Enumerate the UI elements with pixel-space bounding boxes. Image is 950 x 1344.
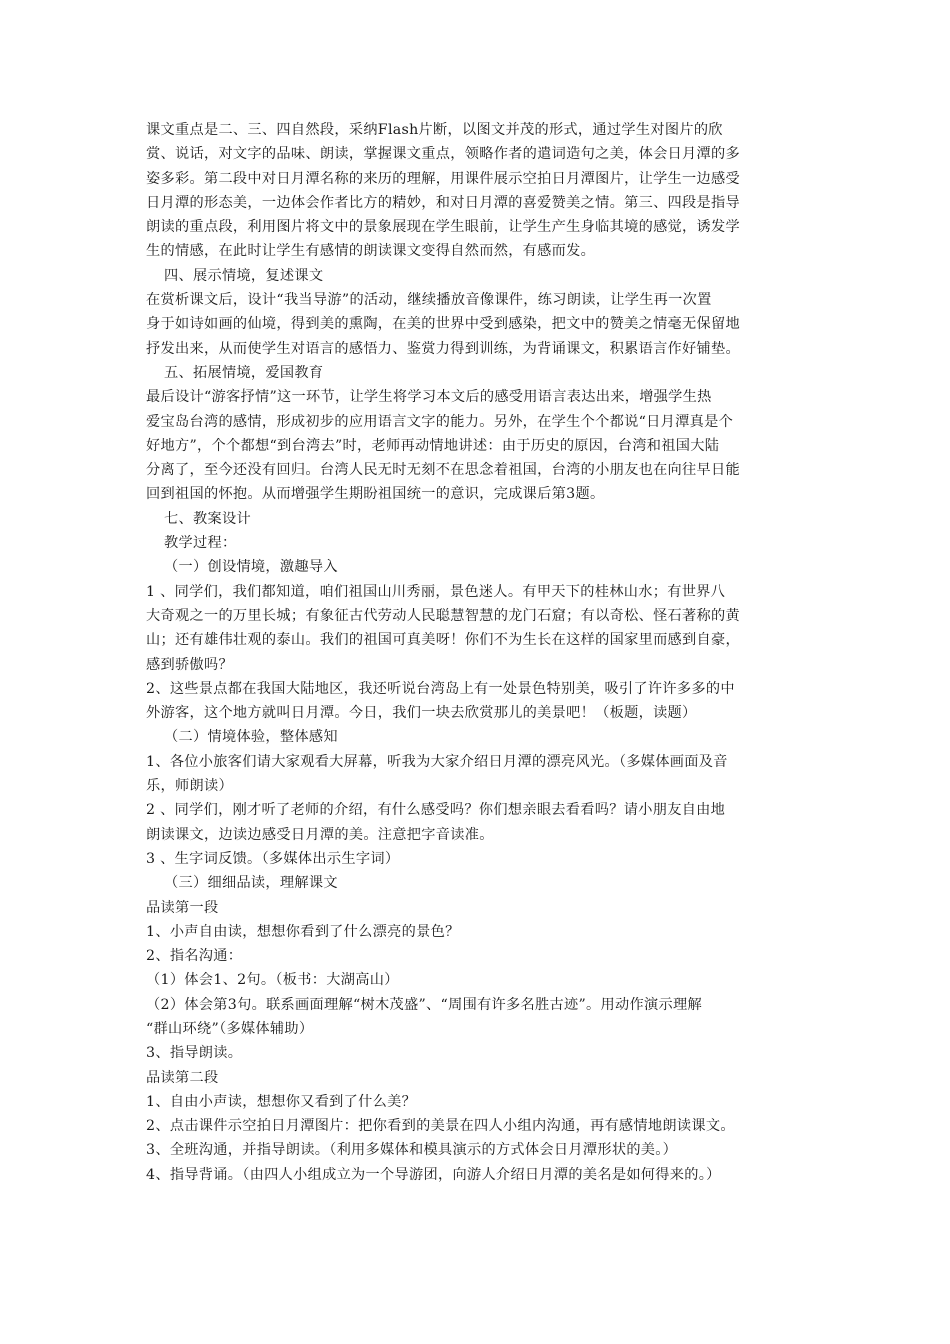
text-line: 1、各位小旅客们请大家观看大屏幕，听我为大家介绍日月潭的漂亮风光。（多媒体画面及音	[146, 753, 728, 770]
text-line: 在赏析课文后，设计“我当导游”的活动，继续播放音像课件，练习朗读，让学生再一次置	[146, 292, 712, 309]
text-line: 好地方”，个个都想“到台湾去”时，老师再动情地讲述：由于历史的原因，台湾和祖国大陆	[146, 437, 720, 454]
text-line: 四、展示情境，复述课文	[164, 267, 324, 284]
text-line: 生的情感，在此时让学生有感情的朗读课文变得自然而然，有感而发。	[146, 243, 596, 260]
text-line: 回到祖国的怀抱。从而增强学生期盼祖国统一的意识，完成课后第3题。	[146, 486, 605, 503]
text-line: 2、指名沟通：	[146, 948, 243, 965]
text-line: （2）体会第3句。联系画面理解“树木茂盛”、“周围有许多名胜古迹”。用动作演示理解	[146, 996, 702, 1013]
text-line: 2 、同学们，刚才听了老师的介绍，有什么感受吗？你们想亲眼去看看吗？请小朋友自由地	[146, 802, 726, 819]
text-line: 1 、同学们，我们都知道，咱们祖国山川秀丽，景色迷人。有甲天下的桂林山水；有世界八	[146, 583, 726, 600]
text-line: 抒发出来，从而使学生对语言的感悟力、鉴赏力得到训练，为背诵课文，积累语言作好铺垫。	[146, 340, 740, 357]
text-line: 五、拓展情境，爱国教育	[164, 364, 324, 381]
text-line: 品读第二段	[146, 1069, 219, 1086]
text-line: 3、全班沟通，并指导朗读。（利用多媒体和模具演示的方式体会日月潭形状的美。）	[146, 1142, 678, 1159]
text-line: 乐，师朗读）	[146, 778, 233, 795]
text-line: 外游客，这个地方就叫日月潭。今日，我们一块去欣赏那儿的美景吧！（板题，读题）	[146, 705, 697, 722]
text-line: 1、自由小声读，想想你又看到了什么美？	[146, 1093, 417, 1110]
text-line: 4、指导背诵。（由四人小组成立为一个导游团，向游人介绍日月潭的美名是如何得来的。）	[146, 1166, 721, 1183]
text-line: 1、小声自由读，想想你看到了什么漂亮的景色？	[146, 923, 460, 940]
text-line: 2、这些景点都在我国大陆地区，我还听说台湾岛上有一处景色特别美，吸引了许许多多的中	[146, 680, 735, 697]
text-line: （三）细细品读，理解课文	[164, 875, 338, 892]
text-line: 日月潭的形态美，一边体会作者比方的精妙，和对日月潭的喜爱赞美之情。第三、四段是指导	[146, 194, 740, 211]
document-page	[146, 118, 810, 1187]
text-line: 2、点击课件示空拍日月潭图片：把你看到的美景在四人小组内沟通，再有感情地朗读课文。	[146, 1118, 735, 1135]
text-line: 课文重点是二、三、四自然段，采纳Flash片断，以图文并茂的形式，通过学生对图片的欣	[146, 122, 723, 138]
text-line: 姿多彩。第二段中对日月潭名称的来历的理解，用课件展示空拍日月潭图片，让学生一边感受	[146, 170, 740, 187]
text-line: （1）体会1、2句。（板书：大湖高山）	[146, 972, 399, 989]
text-line: “群山环绕”（多媒体辅助）	[146, 1020, 314, 1037]
text-line: 大奇观之一的万里长城；有象征古代劳动人民聪慧智慧的龙门石窟；有以奇松、怪石著称的黄	[146, 607, 740, 624]
text-line: 3、指导朗读。	[146, 1045, 243, 1062]
text-line: （二）情境体验，整体感知	[164, 729, 338, 746]
text-line: 感到骄傲吗？	[146, 656, 233, 673]
text-line: 赏、说话，对文字的品味、朗读，掌握课文重点，领略作者的遣词造句之美，体会日月潭的多	[146, 146, 740, 163]
text-line: 身于如诗如画的仙境，得到美的熏陶，在美的世界中受到感染，把文中的赞美之情毫无保留地	[146, 316, 740, 333]
text-line: 教学过程：	[164, 535, 237, 552]
text-line: 朗读的重点段，利用图片将文中的景象展现在学生眼前，让学生产生身临其境的感觉，诱发学	[146, 219, 740, 236]
text-line: 最后设计“游客抒情”这一环节，让学生将学习本文后的感受用语言表达出来，增强学生热	[146, 389, 712, 406]
text-line: 七、教案设计	[164, 510, 251, 527]
text-line: 朗读课文，边读边感受日月潭的美。注意把字音读准。	[146, 826, 494, 843]
text-line: 山；还有雄伟壮观的泰山。我们的祖国可真美呀！你们不为生长在这样的国家里而感到自豪，	[146, 632, 740, 649]
text-line: （一）创设情境，激趣导入	[164, 559, 338, 576]
text-line: 分离了，至今还没有回归。台湾人民无时无刻不在思念着祖国，台湾的小朋友也在向往早日能	[146, 462, 740, 479]
text-line: 爱宝岛台湾的感情，形成初步的应用语言文字的能力。另外，在学生个个都说“日月潭真是个	[146, 413, 734, 430]
text-line: 3 、生字词反馈。（多媒体出示生字词）	[146, 850, 400, 867]
text-line: 品读第一段	[146, 899, 219, 916]
